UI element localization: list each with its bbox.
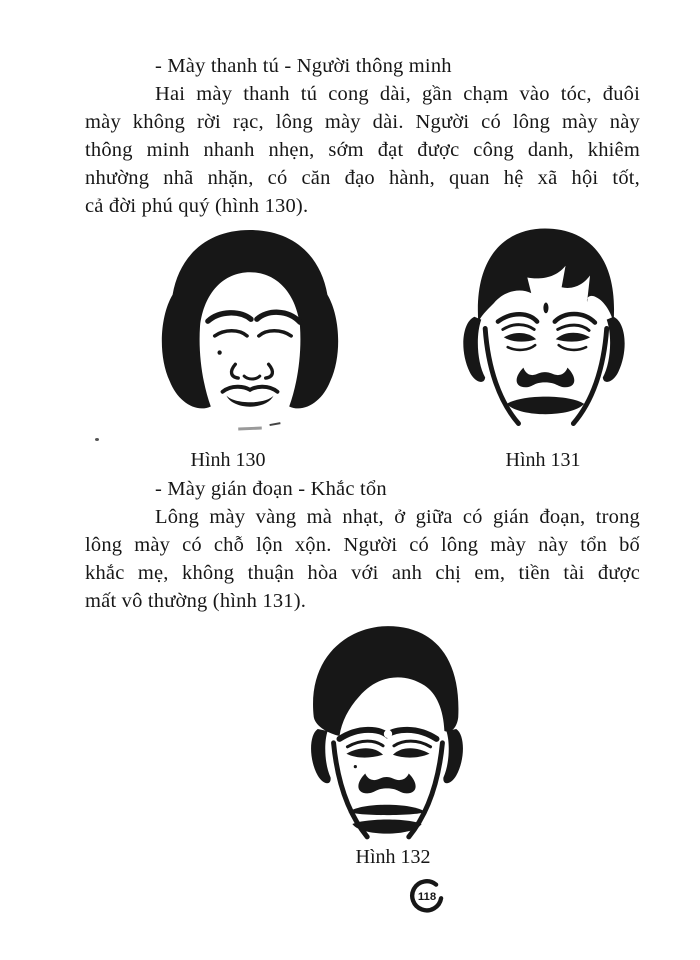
page-number: 118 — [417, 891, 437, 904]
text-line: Lông mày vàng mà nhạt, ở giữa có gián đoạn, trong — [155, 506, 640, 528]
text-line: nhường nhã nhặn, có căn đạo hành, quan hệ xã hội tốt, — [85, 167, 640, 189]
section2-heading: - Mày gián đoạn - Khắc tổn — [155, 478, 387, 500]
page-number-badge — [407, 876, 447, 916]
text-line: Hai mày thanh tú cong dài, gần chạm vào tóc, đuôi — [155, 83, 640, 105]
text-line: thông minh nhanh nhẹn, sớm đạt được công danh, khiêm — [85, 139, 640, 161]
figure-130-woman-face-illustration — [152, 224, 348, 438]
text-line: cả đời phú quý (hình 130). — [85, 195, 309, 217]
figure-132-caption: Hình 132 — [355, 846, 431, 868]
text-line: lông mày có chỗ lộn xộn. Người có lông mày này tổn bố — [85, 534, 640, 556]
section1-heading: - Mày thanh tú - Người thông minh — [155, 55, 452, 77]
text-line: mất vô thường (hình 131). — [85, 590, 307, 612]
figure-130-caption: Hình 130 — [190, 449, 266, 471]
text-line: mày không rời rạc, lông mày dài. Người có lông mày này — [85, 111, 640, 133]
scan-artifact-dot — [95, 438, 99, 441]
figure-132-man-face-illustration — [292, 617, 482, 843]
figure-131-caption: Hình 131 — [505, 449, 581, 471]
figure-131-man-face-illustration — [445, 221, 641, 432]
text-line: khắc mẹ, không thuận hòa với anh chị em, tiền tài được — [85, 562, 640, 584]
